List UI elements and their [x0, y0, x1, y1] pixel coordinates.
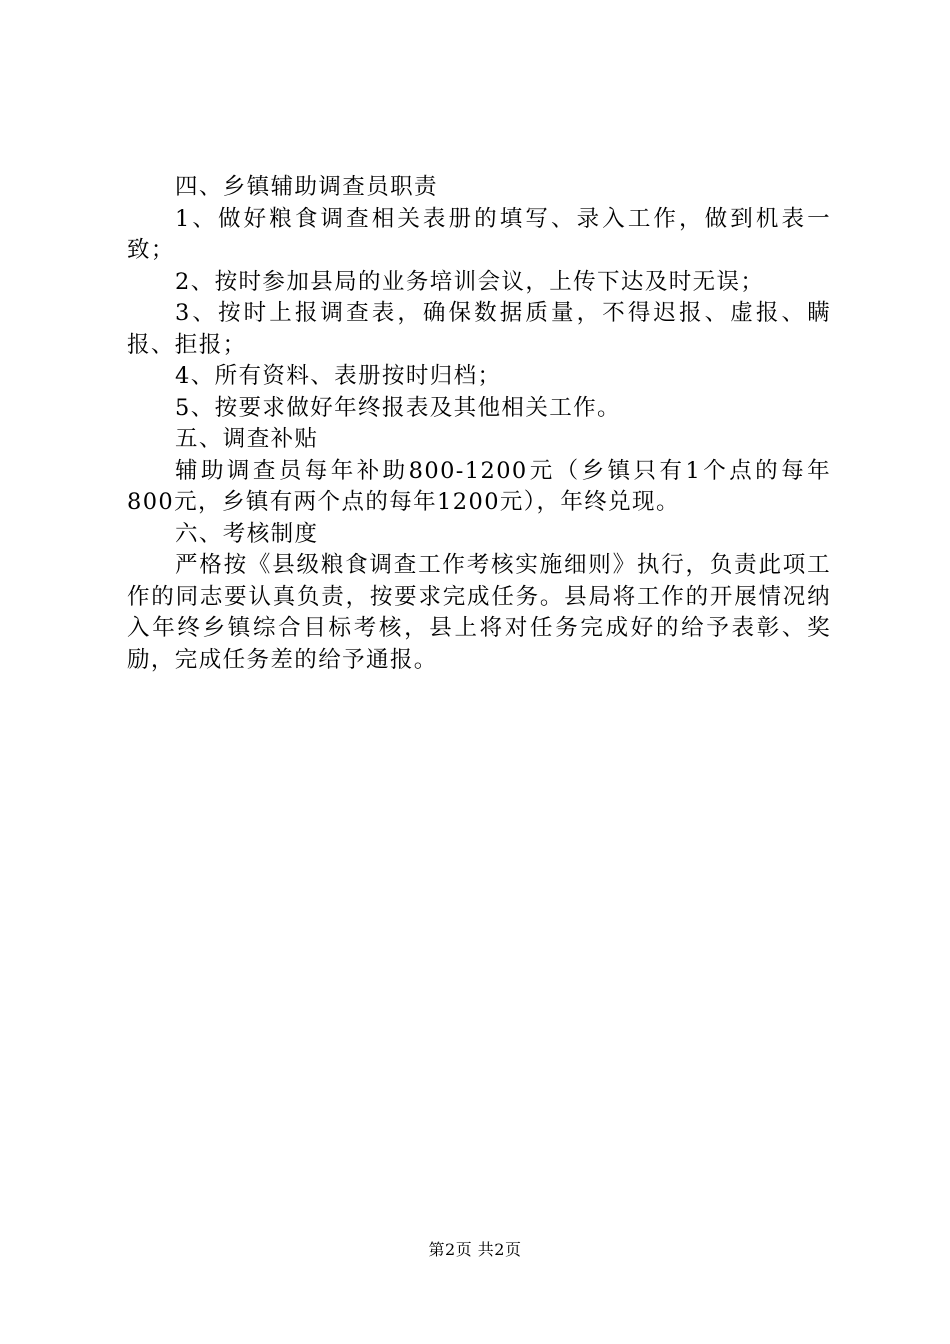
- duty-item-2: 2、按时参加县局的业务培训会议，上传下达及时无误；: [175, 268, 765, 295]
- duty-item-4: 4、所有资料、表册按时归档；: [175, 363, 502, 389]
- section-heading-assessment: 六、考核制度: [175, 520, 319, 547]
- page-footer: 第2页 共2页: [428, 1240, 522, 1259]
- duty-item-1: 1、做好粮食调查相关表册的填写、录入工作，做到机表一致；: [127, 205, 831, 263]
- section-heading-subsidy: 五、调查补贴: [175, 426, 319, 452]
- section-heading-duties: 四、乡镇辅助调查员职责: [175, 174, 438, 200]
- subsidy-paragraph: 辅助调查员每年补助800-1200元（乡镇只有1个点的每年800元，乡镇有两个点的每年1200元），年终兑现。: [127, 457, 831, 515]
- assessment-paragraph: 严格按《县级粮食调查工作考核实施细则》执行，负责此项工作的同志要认真负责，按要求完成任务。县局将工作的开展情况纳入年终乡镇综合目标考核，县上将对任务完成好的给予表彰、奖励，完成任务差的给予通报。: [127, 552, 831, 673]
- document-body: [127, 172, 831, 676]
- duty-item-3: 3、按时上报调查表，确保数据质量，不得迟报、虚报、瞒报、拒报；: [127, 300, 831, 358]
- duty-item-5: 5、按要求做好年终报表及其他相关工作。: [175, 394, 621, 421]
